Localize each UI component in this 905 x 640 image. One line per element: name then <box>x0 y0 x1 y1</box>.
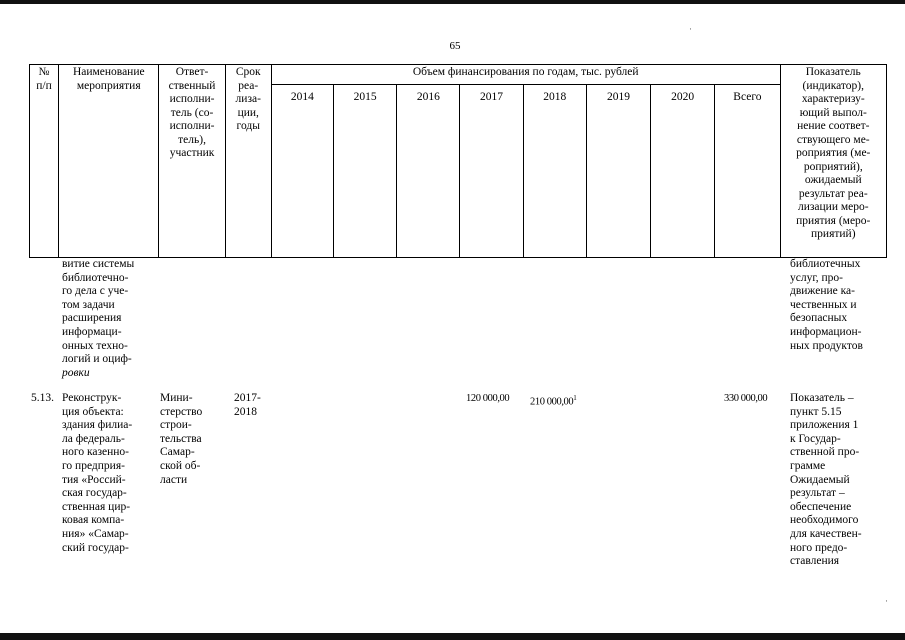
funding-table-header <box>29 64 887 258</box>
row-indicator: Показатель – пункт 5.15 приложения 1 к Государ- ственной про- грамме Ожидаемый результат – обеспечение необходимого для качествен- ного предо- ставления <box>790 392 862 568</box>
header-funding-title: Объем финансирования по годам, тыс. рублей <box>271 65 780 85</box>
row-responsible: Мини- стерство строи- тельства Самар- ской об- ласти <box>160 392 203 486</box>
header-total: Всего <box>715 85 780 258</box>
header-year-2017: 2017 <box>460 85 523 258</box>
page-number: 65 <box>449 40 461 52</box>
row-value-2018-amount: 210 000,00 <box>530 396 574 408</box>
header-responsible: Ответ- ственный исполни- тель (со- исполни- тель), участник <box>159 65 225 258</box>
header-term: Срок реа- лиза- ции, годы <box>225 65 271 258</box>
row-value-2018 <box>530 392 576 409</box>
header-indicator: Показатель (индикатор), характеризу- ющий выпол- нение соответ- ствующего ме- роприятия (ме- роприятий), ожидаемый результат реа- лизации меро- приятия (меро- приятий) <box>780 65 886 258</box>
continuation-name-text: витие системы библиотечно- го дела с уче- том задачи расширения информаци- онных техно- логий и оциф- <box>62 258 135 366</box>
header-year-2015: 2015 <box>334 85 397 258</box>
scan-speck: · <box>885 596 888 606</box>
header-year-2016: 2016 <box>397 85 460 258</box>
row-num: 5.13. <box>31 392 54 404</box>
header-year-2018: 2018 <box>523 85 586 258</box>
header-name: Наименование мероприятия <box>59 65 159 258</box>
continuation-indicator: библиотечных услуг, про- движение ка- чественных и безопасных информацион- ных продуктов <box>790 258 863 352</box>
row-value-total: 330 000,00 <box>724 393 768 404</box>
row-value-2017: 120 000,00 <box>466 393 510 404</box>
header-year-2019: 2019 <box>586 85 650 258</box>
scan-edge-top <box>0 0 905 4</box>
continuation-name-italic: ровки <box>62 366 90 379</box>
scan-edge-bottom <box>0 633 905 640</box>
row-term: 2017- 2018 <box>234 392 261 418</box>
scan-speck: · <box>689 24 692 34</box>
row-name: Реконструк- ция объекта: здания филиа- ла федераль- ного казенно- го предприя- тия «Россий- ская государ- ственная цир- ковая компа- ния» «Самар- ский государ- <box>62 392 133 554</box>
header-num: № п/п <box>30 65 59 258</box>
header-year-2020: 2020 <box>651 85 715 258</box>
header-year-2014: 2014 <box>271 85 333 258</box>
row-value-2018-footnote: 1 <box>573 394 577 402</box>
continuation-name <box>62 258 162 380</box>
